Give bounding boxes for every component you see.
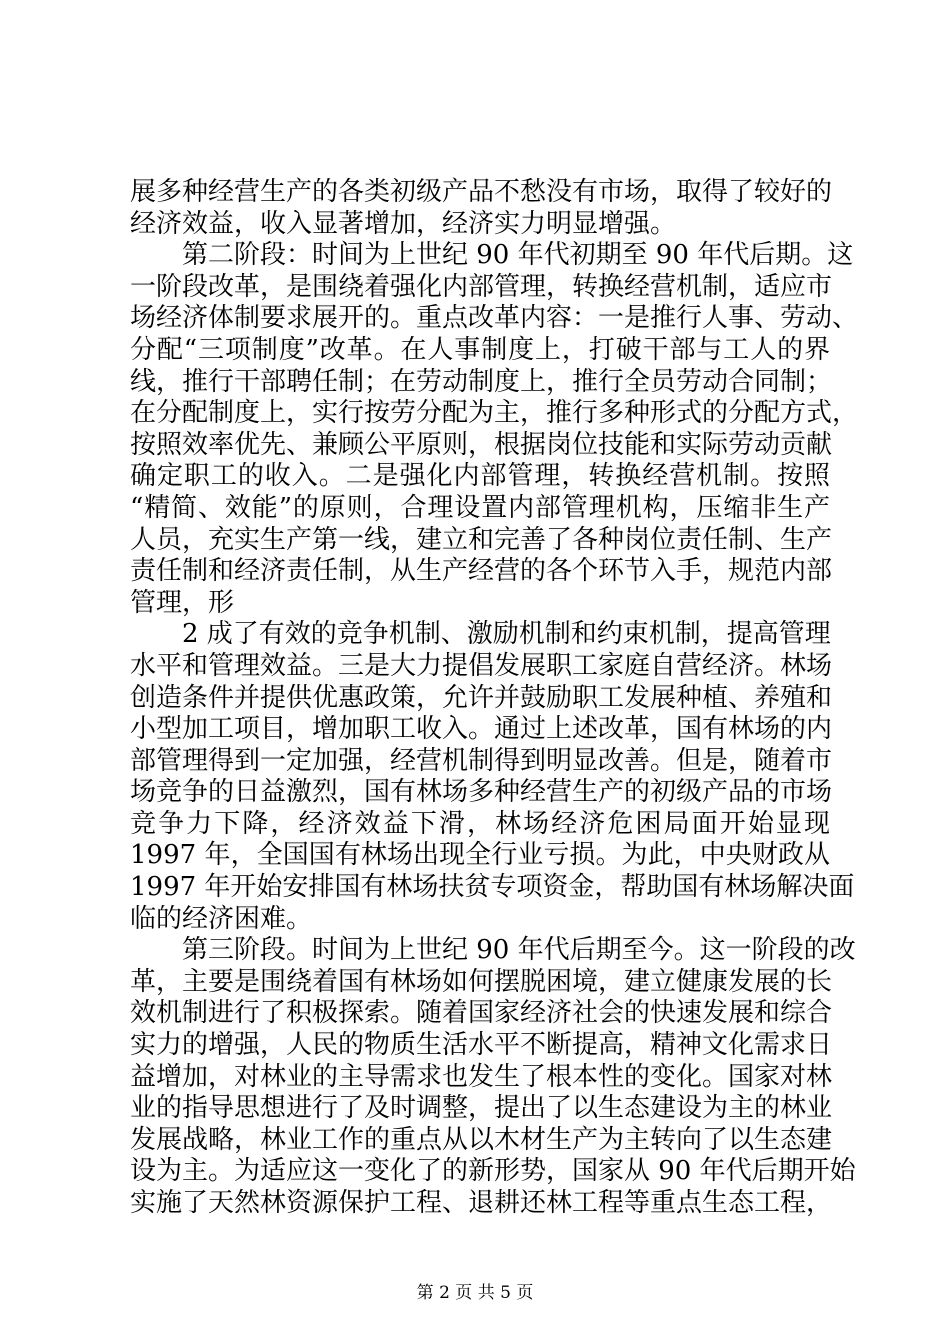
text-line: 设为主。为适应这一变化了的新形势，国家从 90 年代后期开始 bbox=[130, 1156, 856, 1187]
text-line: 2 成了有效的竞争机制、激励机制和约束机制，提高管理 bbox=[182, 619, 831, 650]
text-line: 确定职工的收入。二是强化内部管理，转换经营机制。按照 bbox=[130, 461, 830, 492]
text-line: 第二阶段：时间为上世纪 90 年代初期至 90 年代后期。这 bbox=[182, 240, 854, 271]
text-line: 人员，充实生产第一线，建立和完善了各种岗位责任制、生产 bbox=[130, 524, 833, 555]
text-line: 竞争力下降，经济效益下滑，林场经济危困局面开始显现 bbox=[130, 808, 830, 839]
text-line: 实力的增强，人民的物质生活水平不断提高，精神文化需求日 bbox=[130, 1030, 833, 1061]
text-line: 1997 年开始安排国有林场扶贫专项资金，帮助国有林场解决面 bbox=[130, 872, 855, 903]
text-line: 场经济体制要求展开的。重点改革内容：一是推行人事、劳动、 bbox=[130, 303, 859, 334]
text-line: 经济效益，收入显著增加，经济实力明显增强。 bbox=[130, 208, 677, 239]
text-line: 展多种经营生产的各类初级产品不愁没有市场，取得了较好的 bbox=[130, 177, 833, 207]
body-text bbox=[130, 177, 859, 1220]
text-line: “精简、效能”的原则，合理设置内部管理机构，压缩非生产 bbox=[130, 492, 830, 523]
text-line: 第三阶段。时间为上世纪 90 年代后期至今。这一阶段的改 bbox=[182, 935, 856, 966]
text-line: 效机制进行了积极探索。随着国家经济社会的快速发展和综合 bbox=[130, 998, 833, 1029]
text-line: 实施了天然林资源保护工程、退耕还林工程等重点生态工程， bbox=[130, 1188, 833, 1218]
text-line: 临的经济困难。 bbox=[130, 903, 313, 934]
text-line: 责任制和经济责任制，从生产经营的各个环节入手，规范内部 bbox=[130, 556, 833, 587]
text-line: 按照效率优先、兼顾公平原则，根据岗位技能和实际劳动贡献 bbox=[130, 429, 833, 460]
text-line: 一阶段改革，是围绕着强化内部管理，转换经营机制，适应市 bbox=[130, 271, 833, 302]
text-line: 革，主要是围绕着国有林场如何摆脱困境，建立健康发展的长 bbox=[130, 966, 833, 997]
text-line: 业的指导思想进行了及时调整，提出了以生态建设为主的林业 bbox=[130, 1093, 833, 1124]
text-line: 场竞争的日益激烈，国有林场多种经营生产的初级产品的市场 bbox=[130, 777, 833, 808]
text-line: 分配“三项制度”改革。在人事制度上，打破干部与工人的界 bbox=[130, 334, 830, 365]
text-line: 水平和管理效益。三是大力提倡发展职工家庭自营经济。林场 bbox=[130, 650, 833, 681]
page-footer: 第 2 页 共 5 页 bbox=[416, 1283, 534, 1303]
text-line: 管理，形 bbox=[130, 587, 235, 618]
text-line: 益增加，对林业的主导需求也发生了根本性的变化。国家对林 bbox=[130, 1061, 833, 1092]
text-line: 发展战略，林业工作的重点从以木材生产为主转向了以生态建 bbox=[130, 1124, 833, 1155]
text-line: 线，推行干部聘任制；在劳动制度上，推行全员劳动合同制； bbox=[130, 366, 833, 397]
text-line: 部管理得到一定加强，经营机制得到明显改善。但是，随着市 bbox=[130, 745, 833, 776]
text-line: 小型加工项目，增加职工收入。通过上述改革，国有林场的内 bbox=[130, 714, 833, 745]
text-line: 1997 年，全国国有林场出现全行业亏损。为此，中央财政从 bbox=[130, 840, 830, 871]
text-line: 在分配制度上，实行按劳分配为主，推行多种形式的分配方式， bbox=[130, 398, 859, 429]
text-line: 创造条件并提供优惠政策，允许并鼓励职工发展种植、养殖和 bbox=[130, 682, 833, 713]
